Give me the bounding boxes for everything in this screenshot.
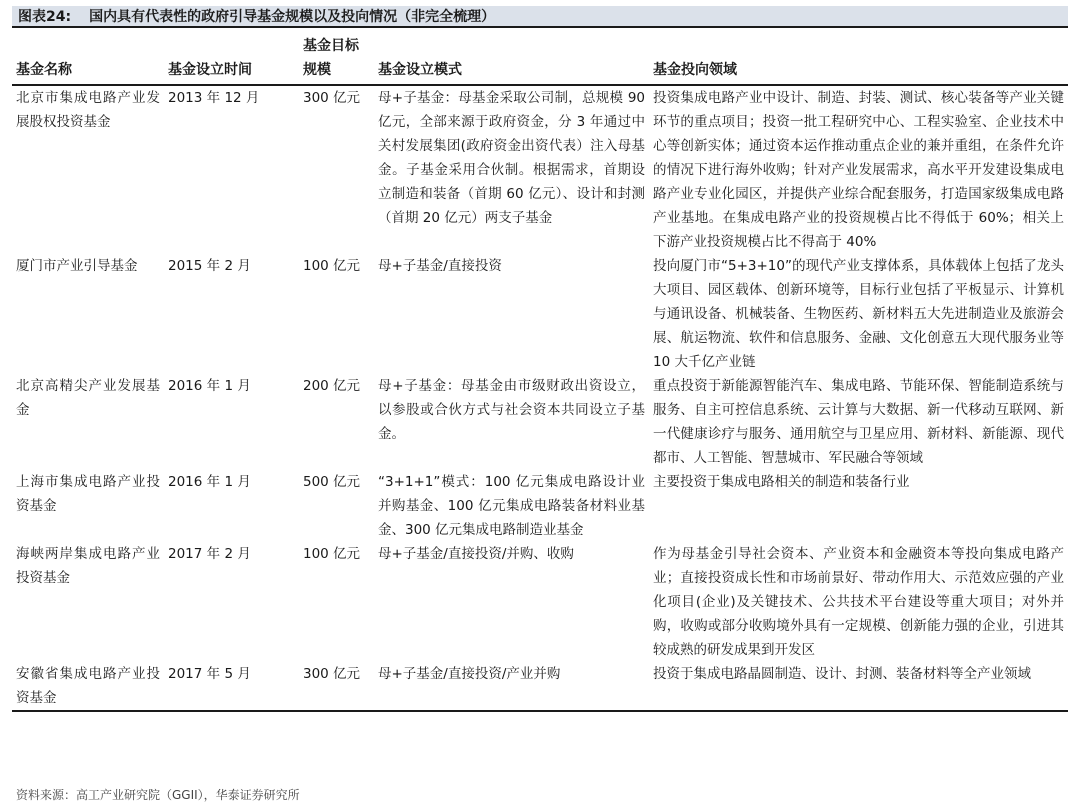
table-header-row	[12, 34, 1068, 85]
cell-setup-date: 2017 年 5 月	[164, 662, 299, 711]
col-header-field: 基金投向领域	[649, 34, 1068, 85]
cell-fund-name: 海峡两岸集成电路产业投资基金	[16, 546, 160, 586]
col-header-name: 基金名称	[12, 34, 164, 85]
cell-target-scale: 200 亿元	[303, 378, 361, 394]
cell-invest-field: 投资于集成电路晶圆制造、设计、封测、装备材料等全产业领域	[649, 662, 1068, 711]
cell-setup-date: 2016 年 1 月	[168, 474, 251, 490]
table-caption: 国内具有代表性的政府引导基金规模以及投向情况（非完全梳理）	[89, 9, 496, 25]
cell-invest-field: 投向厦门市“5+3+10”的现代产业支撑体系，具体载体上包括了龙头大项目、园区载体、创新环境等，目标行业包括了平板显示、计算机与通讯设备、机械装备、生物医药、新材料五大先进制造业及旅游会展、航运物流、软件和信息服务、金融、文化创意五大现代服务业等 10 大千亿产业链	[653, 258, 1064, 370]
table-row	[12, 374, 1068, 470]
cell-setup-date: 2015 年 2 月	[168, 258, 251, 274]
cell-setup-date: 2013 年 12 月	[168, 90, 260, 106]
cell-fund-name: 北京市集成电路产业发展股权投资基金	[16, 90, 160, 130]
cell-fund-name: 上海市集成电路产业投资基金	[16, 474, 160, 514]
col-header-date: 基金设立时间	[164, 34, 299, 85]
cell-setup-mode: 母+子基金/直接投资/并购、收购	[378, 546, 574, 562]
cell-fund-name: 安徽省集成电路产业投资基金	[12, 662, 164, 711]
cell-setup-mode: 母+子基金：母基金采取公司制，总规模 90 亿元，全部来源于政府资金，分 3 年通过中关村发展集团(政府资金出资代表）注入母基金。子基金采用合伙制。根据需求，首期设立制造和装备（首期 60 亿元）、设计和封测（首期 20 亿元）两支子基金	[378, 90, 645, 226]
table-row	[12, 662, 1068, 711]
table-number: 图表24:	[18, 9, 72, 25]
table-row	[12, 542, 1068, 662]
cell-invest-field: 作为母基金引导社会资本、产业资本和金融资本等投向集成电路产业；直接投资成长性和市场前景好、带动作用大、示范效应强的产业化项目(企业)及关键技术、公共技术平台建设等重大项目；对外并购，收购或部分收购境外具有一定规模、创新能力强的企业，引进其较成熟的研发成果到开发区	[653, 546, 1064, 658]
cell-target-scale: 500 亿元	[303, 474, 361, 490]
table-row	[12, 254, 1068, 374]
table-row	[12, 85, 1068, 254]
cell-invest-field: 主要投资于集成电路相关的制造和装备行业	[653, 474, 910, 490]
col-header-mode: 基金设立模式	[374, 34, 649, 85]
col-header-scale: 基金目标规模	[299, 34, 374, 85]
table-row	[12, 470, 1068, 542]
cell-setup-mode: 母+子基金/直接投资	[378, 258, 502, 274]
table-title	[12, 6, 1068, 28]
cell-setup-mode: 母+子基金：母基金由市级财政出资设立，以参股或合伙方式与社会资本共同设立子基金。	[378, 378, 645, 442]
cell-setup-mode: 母+子基金/直接投资/产业并购	[374, 662, 649, 711]
cell-setup-date: 2017 年 2 月	[168, 546, 251, 562]
cell-fund-name: 北京高精尖产业发展基金	[16, 378, 160, 418]
cell-target-scale: 300 亿元	[303, 90, 361, 106]
cell-setup-mode: “3+1+1”模式：100 亿元集成电路设计业并购基金、100 亿元集成电路装备材料业基金、300 亿元集成电路制造业基金	[378, 474, 645, 538]
cell-invest-field: 重点投资于新能源智能汽车、集成电路、节能环保、智能制造系统与服务、自主可控信息系统、云计算与大数据、新一代移动互联网、新一代健康诊疗与服务、通用航空与卫星应用、新材料、新能源、现代都市、人工智能、智慧城市、军民融合等领域	[653, 378, 1064, 466]
cell-setup-date: 2016 年 1 月	[168, 378, 251, 394]
cell-target-scale: 300 亿元	[299, 662, 374, 711]
fund-table	[12, 34, 1068, 712]
cell-target-scale: 100 亿元	[303, 546, 361, 562]
source-note: 资料来源：高工产业研究院（GGII），华泰证券研究所	[16, 788, 300, 802]
cell-fund-name: 厦门市产业引导基金	[16, 258, 138, 274]
cell-target-scale: 100 亿元	[303, 258, 361, 274]
cell-invest-field: 投资集成电路产业中设计、制造、封装、测试、核心装备等产业关键环节的重点项目；投资一批工程研究中心、工程实验室、企业技术中心等创新实体；通过资本运作推动重点企业的兼并重组，在条件允许的情况下进行海外收购；针对产业发展需求，高水平开发建设集成电路产业专业化园区，并提供产业综合配套服务，打造国家级集成电路产业基地。在集成电路产业的投资规模占比不得低于 60%；相关上下游产业投资规模占比不得高于 40%	[653, 90, 1064, 250]
